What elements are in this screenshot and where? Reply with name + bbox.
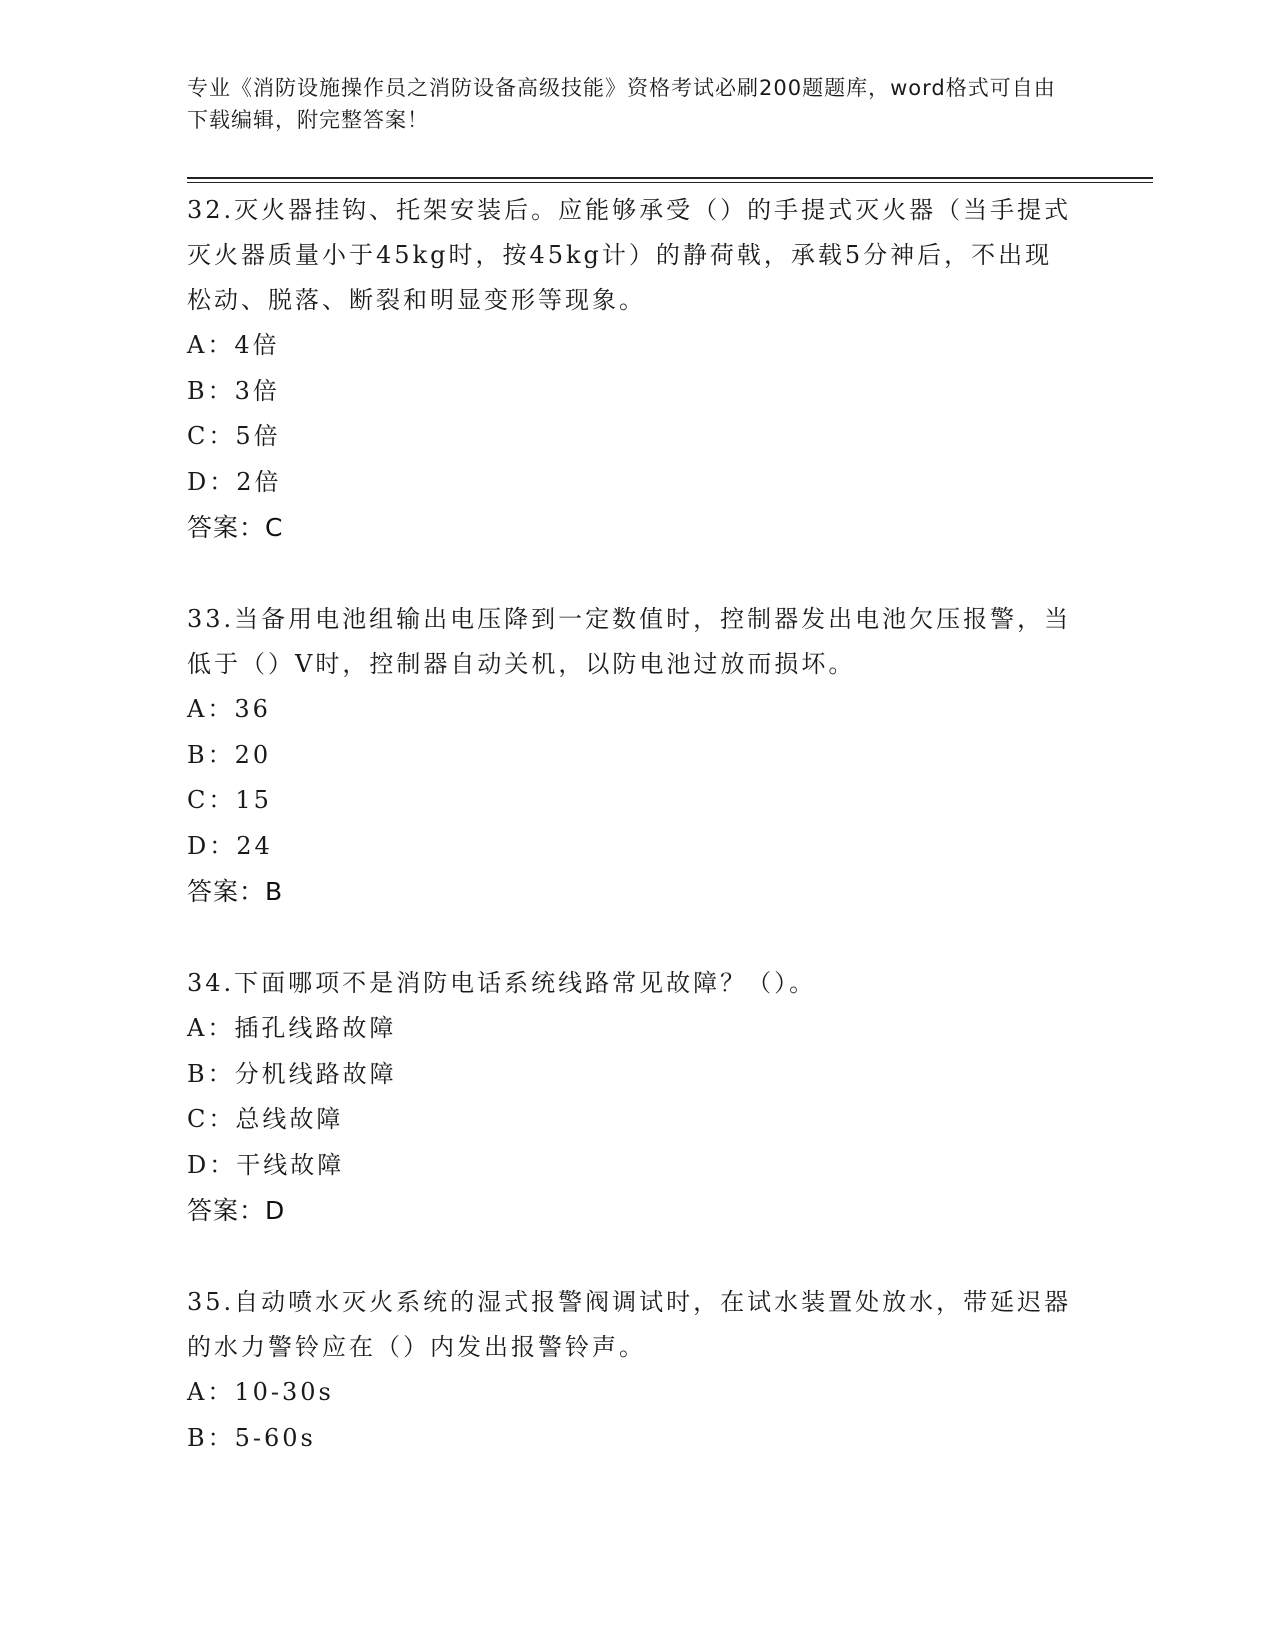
option-a: A：4倍 (187, 331, 280, 359)
option-c: C：15 (187, 786, 272, 814)
option-b: B：3倍 (187, 376, 280, 405)
question-stem: 35.自动喷水灭火系统的湿式报警阀调试时，在试水装置处放水，带延迟器的水力警铃应在（）内发出报警铃声。 (187, 1288, 1072, 1361)
option-c: C：总线故障 (187, 1105, 344, 1133)
option-b: B：5-60s (187, 1423, 316, 1452)
answer-line: 答案：B (187, 877, 284, 906)
option-c: C：5倍 (187, 422, 281, 450)
question-32 (187, 188, 1077, 551)
option-b: B：20 (187, 740, 272, 769)
option-b: B：分机线路故障 (187, 1059, 397, 1088)
option-d: D：2倍 (187, 467, 282, 496)
option-d: D：24 (187, 831, 273, 860)
question-34 (187, 961, 1077, 1234)
question-stem: 33.当备用电池组输出电压降到一定数值时，控制器发出电池欠压报警，当低于（）V时，控制器自动关机，以防电池过放而损坏。 (187, 605, 1072, 678)
answer-line: 答案：C (187, 513, 284, 542)
question-33 (187, 597, 1077, 915)
header-rule-thick (187, 177, 1153, 179)
option-a: A：10-30s (187, 1378, 334, 1406)
question-stem: 34.下面哪项不是消防电话系统线路常见故障？（）。 (187, 969, 817, 997)
document-header: 专业《消防设施操作员之消防设备高级技能》资格考试必刷200题题库，word格式可自由下载编辑，附完整答案！ (187, 76, 1056, 132)
question-35 (187, 1280, 1077, 1461)
answer-line: 答案：D (187, 1196, 286, 1225)
option-d: D：干线故障 (187, 1150, 345, 1179)
question-list (187, 188, 1077, 1507)
header-rule-thin (187, 182, 1153, 183)
question-stem: 32.灭火器挂钩、托架安装后。应能够承受（）的手提式灭火器（当手提式灭火器质量小于45kg时，按45kg计）的静荷戟，承载5分神后，不出现松动、脱落、断裂和明显变形等现象。 (187, 196, 1072, 314)
option-a: A：36 (187, 695, 271, 723)
option-a: A：插孔线路故障 (187, 1014, 397, 1042)
